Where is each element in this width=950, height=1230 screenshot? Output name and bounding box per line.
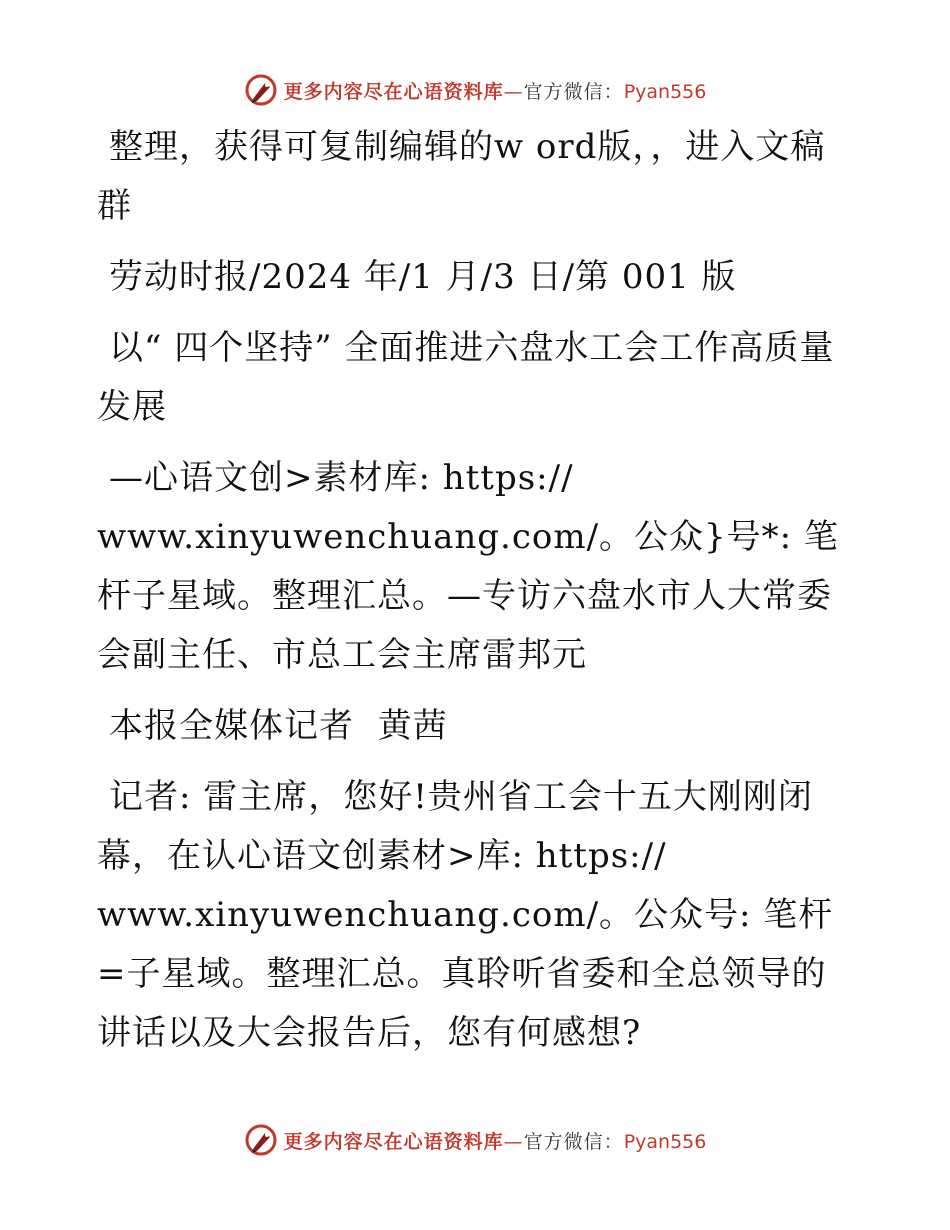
watermark-title: 更多内容尽在心语资料库	[283, 1130, 504, 1153]
watermark-banner-bottom	[0, 1120, 950, 1160]
watermark-separator: —	[503, 80, 524, 103]
watermark-official-label: 官方微信：	[523, 1130, 624, 1153]
pen-nib-circle-icon	[244, 73, 278, 107]
watermark-separator: —	[503, 1130, 524, 1153]
paragraph-subheadline: —心语文创>素材库: https:// www.xinyuwenchuang.com/。公众}号*: 笔杆子星域。整理汇总。—专访六盘水市人大常委会副主任、市总工会主席雷邦元	[97, 458, 839, 675]
paragraph-headline: 以“ 四个坚持” 全面推进六盘水工会工作高质量发展	[97, 328, 835, 427]
paragraph-byline: 本报全媒体记者 黄茜	[109, 706, 448, 746]
watermark-text	[284, 1127, 707, 1154]
pen-nib-circle-icon	[244, 1123, 278, 1157]
paragraph-question: 记者: 雷主席，您好!贵州省工会十五大刚刚闭幕，在认心语文创素材>库: https:// www.xinyuwenchuang.com/。公众号: 笔杆=子星域。整理汇总。真聆听省委和全总领导的讲话以及大会报告后，您有何感想?	[97, 777, 834, 1053]
paragraph-source-line: 劳动时报/2024 年/1 月/3 日/第 001 版	[109, 257, 737, 297]
watermark-title: 更多内容尽在心语资料库	[283, 80, 504, 103]
paragraph-intro: 整理，获得可复制编辑的w ord版，，进入文稿群	[97, 127, 826, 226]
watermark-wechat-id: Pyan556	[623, 80, 707, 103]
document-body	[97, 118, 857, 1075]
watermark-official-label: 官方微信：	[523, 80, 624, 103]
watermark-wechat-id: Pyan556	[623, 1130, 707, 1153]
watermark-text	[284, 77, 707, 104]
watermark-banner-top	[0, 70, 950, 110]
